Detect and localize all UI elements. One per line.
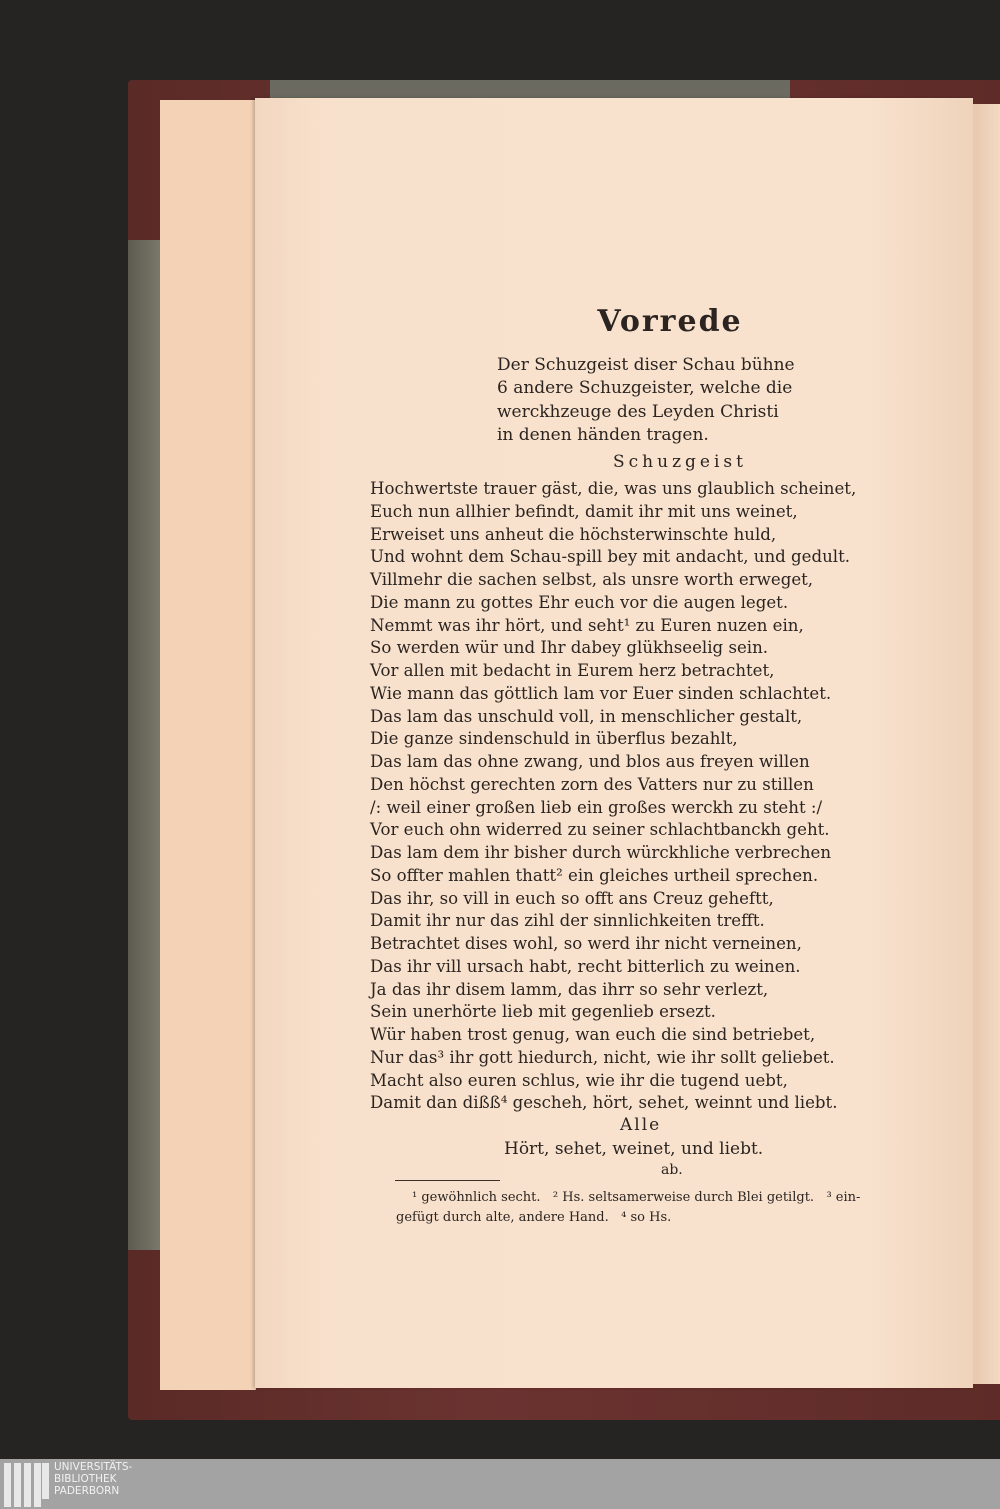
verse-line: Sein unerhörte lieb mit gegenlieb ersezt. [370,1002,716,1022]
verse-line: Vor euch ohn widerred zu seiner schlachtbanckh geht. [370,820,830,840]
verse-line: Die ganze sindenschuld in überflus bezahlt, [370,729,738,749]
chorus-line: Hört, sehet, weinet, und liebt. [504,1139,764,1159]
verse-line: Wie mann das göttlich lam vor Euer sinden schlachtet. [370,683,832,703]
verse-line: /: weil einer großen lieb ein großes werckh zu steht :/ [370,797,823,817]
verse-line: Damit ihr nur das zihl der sinnlichkeiten trefft. [370,911,765,931]
verse-line: Vor allen mit bedacht in Eurem herz betrachtet, [370,661,775,680]
intro-line: Der Schuzgeist diser Schau bühne [497,355,795,375]
verse-line: Betrachtet dises wohl, so werd ihr nicht verneinen, [370,934,802,953]
verse-line: Nur das³ ihr gott hiedurch, nicht, wie ihr sollt geliebet. [370,1047,835,1067]
verse-line: Den höchst gerechten zorn des Vatters nur zu stillen [370,774,814,794]
page-stack [215,100,256,1390]
page-title: Vorrede [597,304,743,339]
verse-line: Villmehr die sachen selbst, als unsre worth erweget, [370,570,814,589]
book-spine-cloth [128,240,160,1250]
verse-line: Macht also euren schlus, wie ihr die tugend uebt, [370,1070,788,1090]
exit-direction: ab. [661,1162,683,1178]
verse-line: Das lam das unschuld voll, in menschlicher gestalt, [370,706,803,726]
verse-line: So werden wür und Ihr dabey glükhseelig sein. [370,638,769,658]
facing-page-edge [973,104,1000,1384]
verse-line: So offter mahlen thatt² ein gleiches urtheil sprechen. [370,865,819,885]
intro-line: werckhzeuge des Leyden Christi [497,401,779,422]
library-footer-bar [0,1459,1000,1509]
footnote-line: ¹ gewöhnlich secht. ² Hs. seltsamerweise durch Blei getilgt. ³ ein- [412,1190,861,1205]
verse-line: Das ihr, so vill in euch so offt ans Creuz geheftt, [370,888,774,908]
verse-line: Das lam dem ihr bisher durch würckhliche verbrechen [370,843,832,862]
verse-line: Euch nun allhier befindt, damit ihr mit uns weinet, [370,501,798,521]
verse-line: Das lam das ohne zwang, und blos aus freyen willen [370,752,810,771]
verse-line: Nemmt was ihr hört, und seht¹ zu Euren nuzen ein, [370,615,804,635]
speaker-heading: Alle [620,1115,662,1135]
intro-line: in denen händen tragen. [497,424,709,445]
verse-line: Hochwertste trauer gäst, die, was uns glaublich scheinet, [370,479,857,498]
verse-line: Ja das ihr disem lamm, das ihrr so sehr verlezt, [370,979,769,999]
verse-line: Die mann zu gottes Ehr euch vor die augen leget. [370,592,789,612]
verse-line: Wür haben trost genug, wan euch die sind betriebet, [370,1025,816,1044]
footnote-rule [395,1180,500,1181]
verse-line: Damit dan dißß⁴ gescheh, hört, sehet, weinnt und liebt. [370,1093,838,1113]
verse-line: Und wohnt dem Schau-spill bey mit andacht, und gedult. [370,547,851,567]
speaker-heading: Schuzgeist [613,452,747,472]
verse-line: Erweiset uns anheut die höchsterwinschte huld, [370,524,777,544]
footnote-line: gefügt durch alte, andere Hand. ⁴ so Hs. [396,1210,672,1225]
verse-line: Das ihr vill ursach habt, recht bitterlich zu weinen. [370,956,801,976]
library-logo-text: UNIVERSITÄTS- BIBLIOTHEK PADERBORN [54,1461,133,1497]
intro-line: 6 andere Schuzgeister, welche die [497,378,793,399]
